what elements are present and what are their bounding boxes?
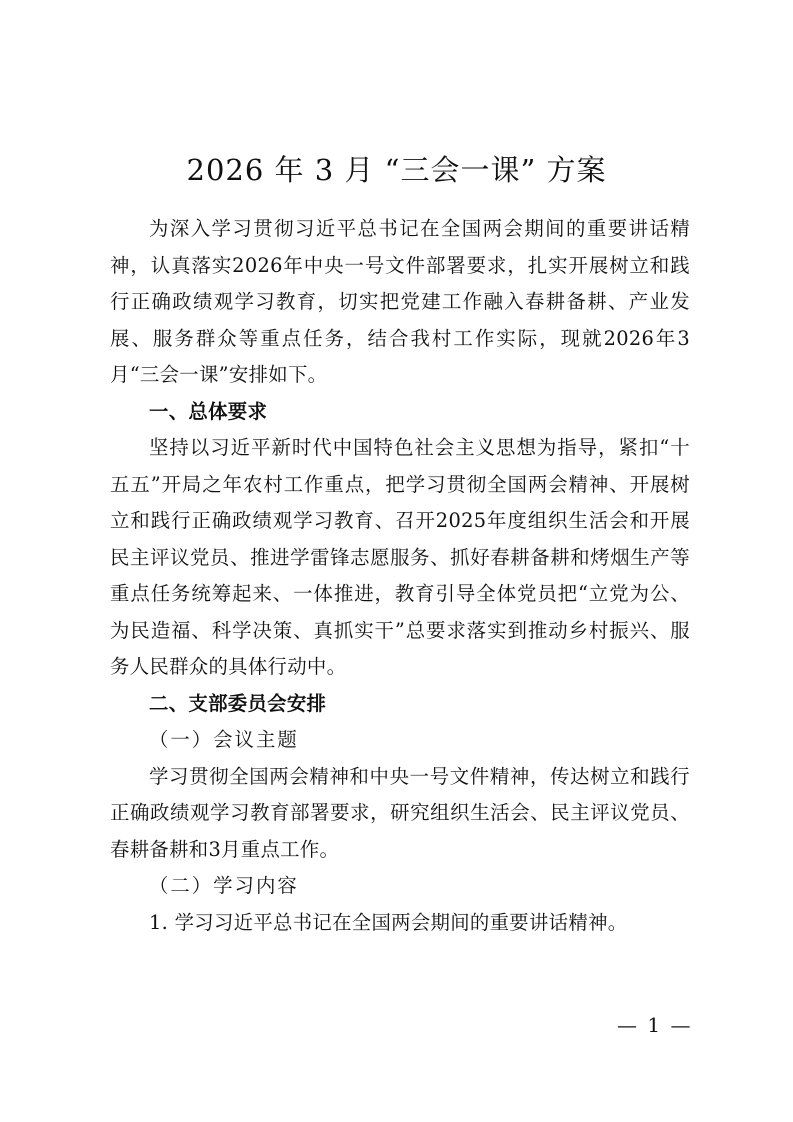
general-requirements-paragraph: 坚持以习近平新时代中国特色社会主义思想为指导，紧扣“十五五”开局之年农村工作重点，把学习贯彻全国两会精神、开展树立和践行正确政绩观学习教育、召开2025年度组织生活会和开展民主评议党员、推进学雷锋志愿服务、抓好春耕备耕和烤烟生产等重点任务统筹起来、一体推进，教育引导全体党员把“立党为公、为民造福、科学决策、真抓实干”总要求落实到推动乡村振兴、服务人民群众的具体行动中。: [110, 436, 690, 678]
intro-paragraph: 为深入学习贯彻习近平总书记在全国两会期间的重要讲话精神，认真落实2026年中央一号文件部署要求，扎实开展树立和践行正确政绩观学习教育，切实把党建工作融入春耕备耕、产业发展、服务群众等重点任务，结合我村工作实际，现就2026年3月“三会一课”安排如下。: [110, 217, 690, 386]
study-content-item-1: 1. 学习习近平总书记在全国两会期间的重要讲话精神。: [149, 910, 628, 934]
meeting-theme-paragraph: 学习贯彻全国两会精神和中央一号文件精神，传达树立和践行正确政绩观学习教育部署要求，研究组织生活会、民主评议党员、春耕备耕和3月重点工作。: [110, 764, 690, 861]
document-body: [110, 211, 690, 941]
page-number: — 1 —: [617, 1013, 693, 1037]
subheading-study-content: （二）学习内容: [149, 874, 299, 897]
document-title: 2026 年 3 月 “三会一课” 方案: [186, 153, 607, 187]
section-heading-general-requirements: 一、总体要求: [149, 399, 268, 423]
subheading-meeting-theme: （一）会议主题: [149, 728, 299, 751]
section-heading-branch-committee: 二、支部委员会安排: [149, 691, 327, 715]
